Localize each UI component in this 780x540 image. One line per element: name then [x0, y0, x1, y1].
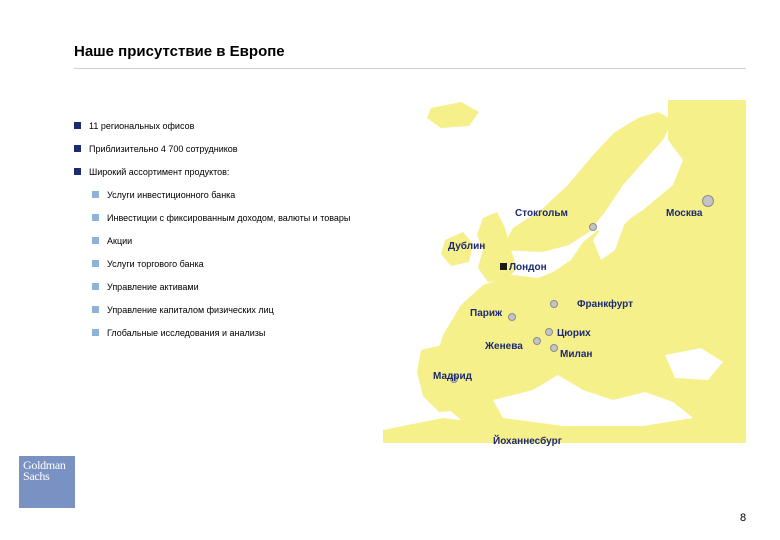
london-marker	[500, 263, 507, 270]
sub-bullet-text: Управление капиталом физических лиц	[107, 305, 274, 315]
london-label: Лондон	[509, 262, 547, 273]
johannesburg-label: Йоханнесбург	[493, 436, 562, 447]
sub-bullet-square-icon	[92, 191, 99, 198]
moscow-label: Москва	[666, 208, 703, 219]
sub-bullet-square-icon	[92, 260, 99, 267]
sub-bullet-text: Инвестиции с фиксированным доходом, валюты и товары	[107, 213, 351, 223]
bullet-text: Приблизительно 4 700 сотрудников	[89, 144, 238, 154]
milan-marker	[550, 344, 558, 352]
europe-map	[383, 100, 746, 443]
madrid-label: Мадрид	[433, 371, 472, 382]
logo-line-2: Sachs	[23, 469, 50, 483]
sub-bullet-text: Управление активами	[107, 282, 199, 292]
sub-bullet-square-icon	[92, 306, 99, 313]
frankfurt-marker	[550, 300, 558, 308]
stockholm-label: Стокгольм	[515, 208, 568, 219]
iceland-landmass	[427, 102, 479, 128]
sub-bullet-text: Услуги инвестиционного банка	[107, 190, 236, 200]
paris-label: Париж	[470, 308, 503, 319]
sub-bullet-text: Акции	[107, 236, 133, 246]
moscow-marker	[702, 195, 714, 207]
page-title: Наше присутствие в Европе	[74, 43, 285, 60]
sub-bullet-square-icon	[92, 329, 99, 336]
frankfurt-label: Франкфурт	[577, 299, 634, 310]
sub-bullet-text: Глобальные исследования и анализы	[107, 328, 266, 338]
sub-bullet-square-icon	[92, 283, 99, 290]
bullet-square-icon	[74, 145, 81, 152]
bullet-square-icon	[74, 168, 81, 175]
goldman-sachs-logo	[19, 456, 75, 508]
bullet-text: Широкий ассортимент продуктов:	[89, 167, 230, 177]
logo-line-1: Goldman	[23, 458, 66, 472]
sub-bullet-square-icon	[92, 214, 99, 221]
bullet-text: 11 региональных офисов	[89, 121, 195, 131]
zurich-label: Цюрих	[557, 328, 591, 339]
dublin-label: Дублин	[448, 241, 486, 252]
bullet-square-icon	[74, 122, 81, 129]
milan-label: Милан	[560, 349, 593, 360]
geneva-label: Женева	[485, 341, 523, 352]
paris-marker	[508, 313, 516, 321]
title-divider	[74, 68, 746, 69]
zurich-marker	[545, 328, 553, 336]
sub-bullet-square-icon	[92, 237, 99, 244]
geneva-marker	[533, 337, 541, 345]
page-number: 8	[740, 512, 747, 524]
stockholm-marker	[589, 223, 597, 231]
sub-bullet-text: Услуги торгового банка	[107, 259, 204, 269]
